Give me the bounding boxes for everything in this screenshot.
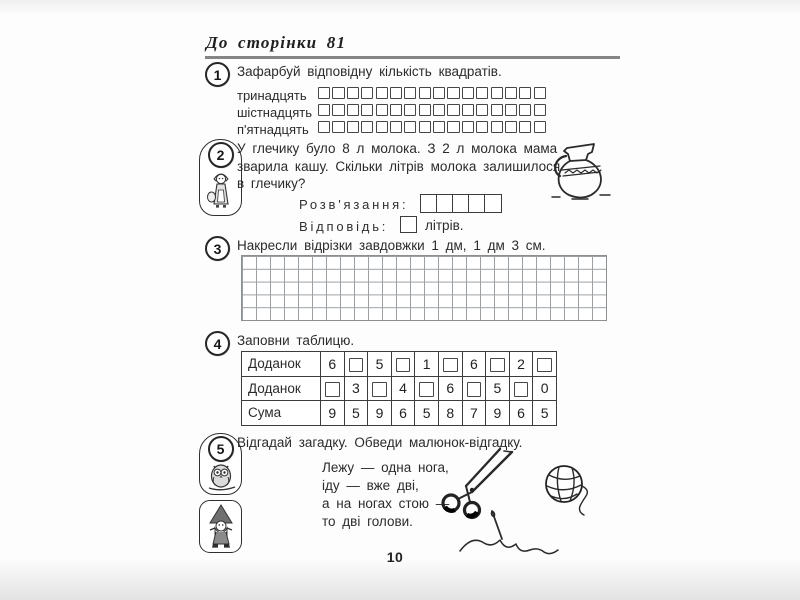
table-answer-box[interactable]	[321, 376, 345, 401]
color-square[interactable]	[318, 104, 330, 116]
color-square[interactable]	[404, 87, 416, 99]
table-value-cell: 2	[509, 352, 533, 377]
task5-instruction: Відгадай загадку. Обведи малюнок-відгадку.	[237, 435, 523, 450]
task1-row3-squares	[318, 121, 546, 133]
table-value-cell: 7	[462, 401, 486, 426]
empty-box[interactable]	[514, 382, 529, 397]
table-value-cell: 5	[533, 401, 557, 426]
task2-problem-text: У глечику було 8 л молока. З 2 л молока мама зварила кашу. Скільки літрів молока залишилося в глечику?	[237, 141, 561, 191]
gnome-icon	[204, 504, 238, 550]
grandma-icon	[206, 168, 236, 210]
color-square[interactable]	[376, 104, 388, 116]
color-square[interactable]	[447, 87, 459, 99]
solution-cell[interactable]	[468, 194, 486, 213]
color-square[interactable]	[419, 87, 431, 99]
table-value-cell: 6	[438, 376, 462, 401]
task1-instruction: Зафарбуй відповідну кількість квадратів.	[237, 64, 502, 79]
table-value-cell: 0	[533, 376, 557, 401]
table-row-label: Доданок	[242, 376, 321, 401]
empty-box[interactable]	[467, 382, 482, 397]
empty-box[interactable]	[443, 358, 458, 373]
color-square[interactable]	[419, 104, 431, 116]
color-square[interactable]	[519, 104, 531, 116]
table-value-cell: 6	[391, 401, 415, 426]
color-square[interactable]	[491, 87, 503, 99]
color-square[interactable]	[390, 87, 402, 99]
solution-cell[interactable]	[452, 194, 470, 213]
table-value-cell: 3	[344, 376, 368, 401]
table-answer-box[interactable]	[344, 352, 368, 377]
task5-number: 5	[216, 440, 225, 457]
task2-answer-suffix: літрів.	[425, 218, 464, 233]
empty-box[interactable]	[325, 382, 340, 397]
color-square[interactable]	[534, 87, 546, 99]
needle-thread-picture[interactable]	[458, 509, 562, 561]
task2-answer-box[interactable]	[400, 216, 417, 233]
color-square[interactable]	[347, 121, 359, 133]
color-square[interactable]	[332, 104, 344, 116]
color-square[interactable]	[318, 87, 330, 99]
color-square[interactable]	[361, 121, 373, 133]
task4-number: 4	[213, 335, 222, 352]
color-square[interactable]	[447, 104, 459, 116]
table-row	[242, 401, 557, 426]
task1-row2-label: шістнадцять	[237, 105, 312, 120]
owl-icon	[205, 462, 237, 492]
table-value-cell: 4	[391, 376, 415, 401]
table-answer-box[interactable]	[509, 376, 533, 401]
color-square[interactable]	[347, 87, 359, 99]
color-square[interactable]	[318, 121, 330, 133]
table-value-cell: 6	[321, 352, 345, 377]
table-value-cell: 9	[321, 401, 345, 426]
header-divider	[205, 56, 620, 59]
color-square[interactable]	[519, 87, 531, 99]
table-row	[242, 352, 557, 377]
page-number: 10	[386, 549, 404, 565]
table-answer-box[interactable]	[438, 352, 462, 377]
color-square[interactable]	[505, 121, 517, 133]
empty-box[interactable]	[349, 358, 364, 373]
task2-number: 2	[216, 146, 225, 163]
milk-jug-icon	[542, 140, 618, 204]
page-header: До сторінки 81	[206, 33, 347, 52]
table-row-label: Доданок	[242, 352, 321, 377]
task3-number-badge	[205, 236, 230, 261]
table-answer-box[interactable]	[391, 352, 415, 377]
color-square[interactable]	[462, 121, 474, 133]
table-value-cell: 9	[486, 401, 510, 426]
task4-number-badge	[205, 331, 230, 356]
solution-cell[interactable]	[436, 194, 454, 213]
empty-box[interactable]	[396, 358, 411, 373]
color-square[interactable]	[462, 104, 474, 116]
table-value-cell: 9	[368, 401, 392, 426]
table-value-cell: 6	[509, 401, 533, 426]
task2-solution-cells	[420, 194, 502, 213]
color-square[interactable]	[476, 121, 488, 133]
task3-instruction: Накресли відрізки завдовжки 1 дм, 1 дм 3 см.	[237, 238, 546, 253]
task1-row1-squares	[318, 87, 546, 99]
color-square[interactable]	[332, 121, 344, 133]
color-square[interactable]	[433, 121, 445, 133]
empty-box[interactable]	[537, 358, 552, 373]
task4-instruction: Заповни таблицю.	[237, 333, 355, 348]
table-value-cell: 6	[462, 352, 486, 377]
table-value-cell: 5	[368, 352, 392, 377]
empty-box[interactable]	[490, 358, 505, 373]
color-square[interactable]	[332, 87, 344, 99]
table-value-cell: 5	[415, 401, 439, 426]
color-square[interactable]	[404, 121, 416, 133]
gnome-mascot-box	[199, 500, 242, 553]
empty-box[interactable]	[419, 382, 434, 397]
task1-row1-label: тринадцять	[237, 88, 307, 103]
color-square[interactable]	[419, 121, 431, 133]
task2-solution-label: Розв'язання:	[299, 197, 409, 212]
task1-row3-label: п'ятнадцять	[237, 122, 309, 137]
color-square[interactable]	[462, 87, 474, 99]
task5-mascot-badge	[199, 433, 242, 495]
empty-box[interactable]	[372, 382, 387, 397]
addition-table	[241, 351, 557, 426]
table-value-cell: 5	[486, 376, 510, 401]
task2-mascot-badge	[199, 139, 242, 216]
table-answer-box[interactable]	[533, 352, 557, 377]
table-row	[242, 376, 557, 401]
color-square[interactable]	[519, 121, 531, 133]
table-answer-box[interactable]	[462, 376, 486, 401]
color-square[interactable]	[476, 87, 488, 99]
color-square[interactable]	[505, 87, 517, 99]
color-square[interactable]	[476, 104, 488, 116]
solution-cell[interactable]	[420, 194, 438, 213]
color-square[interactable]	[376, 87, 388, 99]
drawing-grid[interactable]	[241, 255, 607, 321]
task2-answer-label: Відповідь:	[299, 219, 389, 234]
solution-cell[interactable]	[484, 194, 502, 213]
color-square[interactable]	[361, 87, 373, 99]
color-square[interactable]	[534, 121, 546, 133]
color-square[interactable]	[404, 104, 416, 116]
color-square[interactable]	[534, 104, 546, 116]
riddle-text: Лежу — одна нога, іду — вже дві, а на ногах стою — то дві голови.	[322, 460, 450, 529]
table-value-cell: 5	[344, 401, 368, 426]
table-value-cell: 1	[415, 352, 439, 377]
task1-number-badge	[205, 62, 230, 87]
table-answer-box[interactable]	[486, 352, 510, 377]
table-row-label: Сума	[242, 401, 321, 426]
task1-number: 1	[213, 66, 222, 83]
color-square[interactable]	[447, 121, 459, 133]
color-square[interactable]	[491, 104, 503, 116]
color-square[interactable]	[491, 121, 503, 133]
table-value-cell: 8	[438, 401, 462, 426]
table-answer-box[interactable]	[415, 376, 439, 401]
color-square[interactable]	[347, 104, 359, 116]
color-square[interactable]	[390, 121, 402, 133]
table-answer-box[interactable]	[368, 376, 392, 401]
color-square[interactable]	[505, 104, 517, 116]
color-square[interactable]	[361, 104, 373, 116]
task2-number-badge	[208, 142, 234, 168]
color-square[interactable]	[390, 104, 402, 116]
color-square[interactable]	[433, 104, 445, 116]
task5-number-badge	[208, 436, 234, 462]
task3-number: 3	[213, 240, 222, 257]
task1-row2-squares	[318, 104, 546, 116]
color-square[interactable]	[433, 87, 445, 99]
color-square[interactable]	[376, 121, 388, 133]
